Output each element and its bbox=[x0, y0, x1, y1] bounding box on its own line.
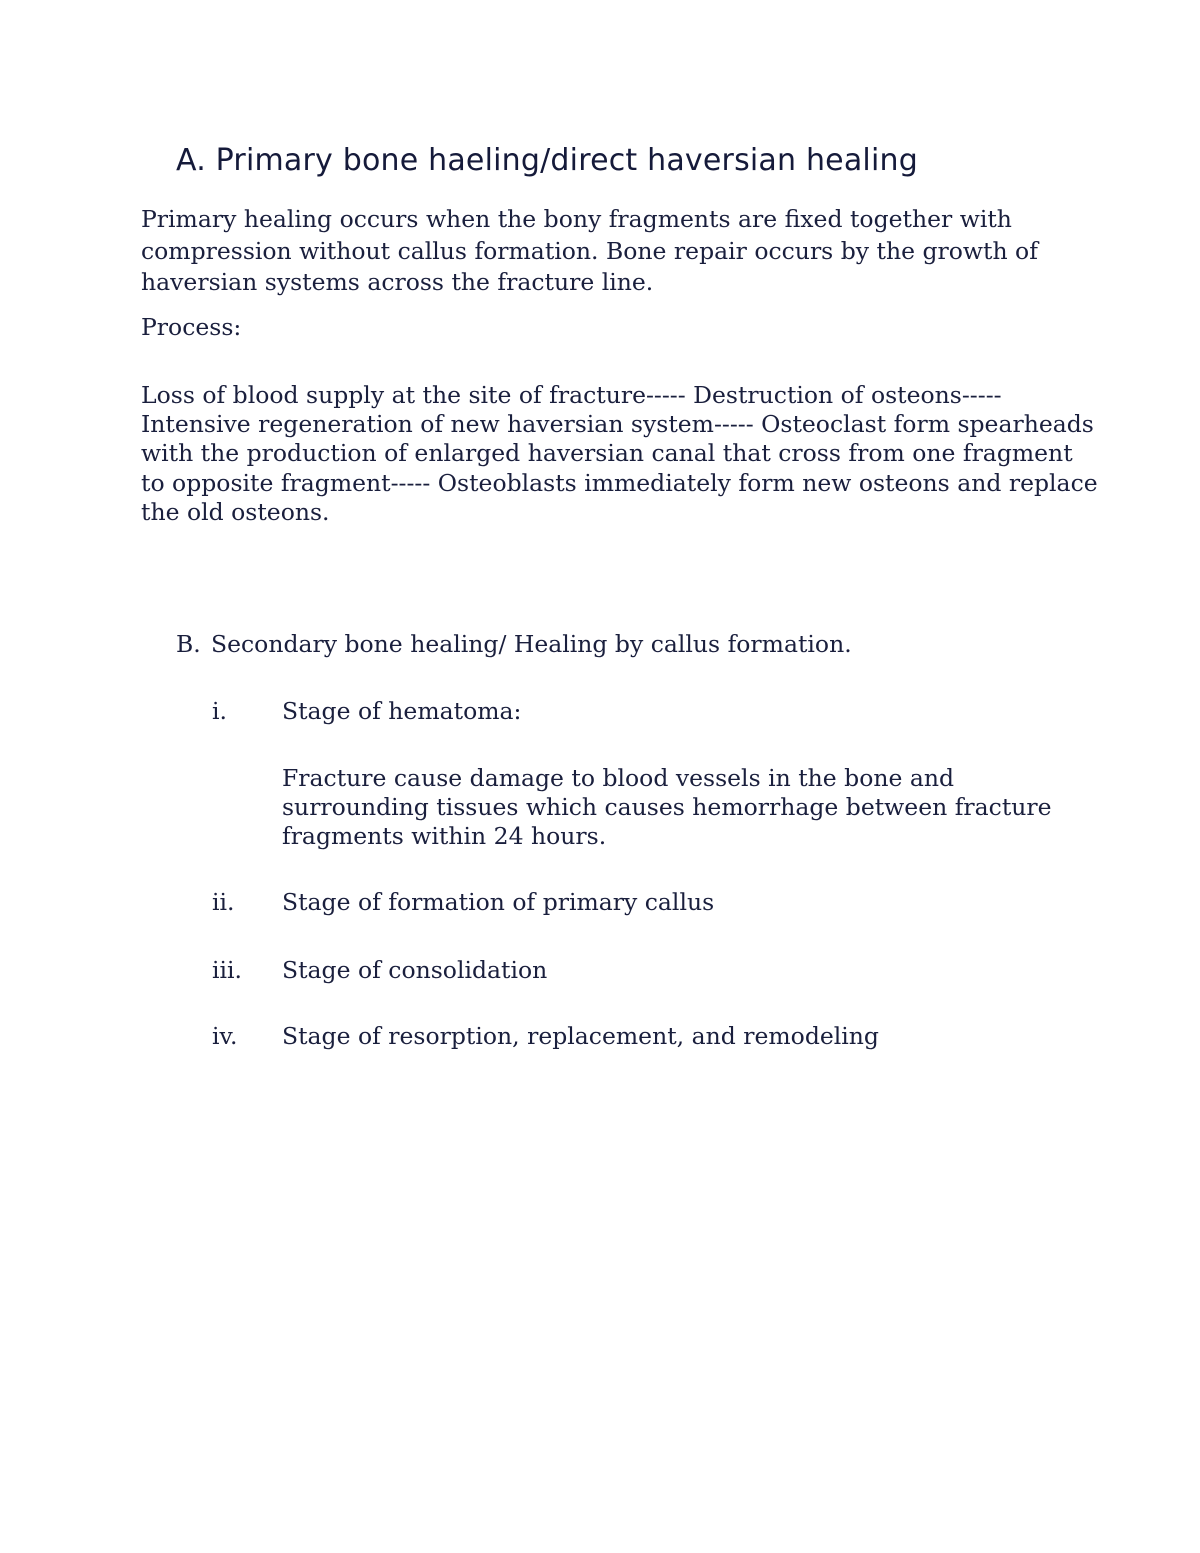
stage-number: ii. bbox=[212, 888, 235, 916]
stage-label: Stage of consolidation bbox=[282, 956, 548, 984]
section-b-marker: B. bbox=[176, 630, 201, 658]
section-a-heading: A. Primary bone haeling/direct haversian healing bbox=[176, 143, 918, 178]
section-a-intro: Primary healing occurs when the bony fragments are fixed together with compression without callus formation. Bone repair occurs by the growth of haversian systems across the fracture line. bbox=[141, 205, 1038, 296]
stage-label: Stage of hematoma: bbox=[282, 697, 522, 725]
stage-label: Stage of resorption, replacement, and remodeling bbox=[282, 1022, 879, 1050]
section-b-heading-text: Secondary bone healing/ Healing by callus formation. bbox=[211, 630, 852, 658]
process-description: Loss of blood supply at the site of fracture----- Destruction of osteons----- Intensive regeneration of new haversian system----- Osteoclast form spearheads with the production of enlarged haversian canal that cross from one fragment to opposite fragment----- Osteoblasts immediately form new osteons and replace the old osteons. bbox=[141, 381, 1098, 526]
process-label: Process: bbox=[141, 313, 242, 341]
stage-hematoma-description: Fracture cause damage to blood vessels in the bone and surrounding tissues which causes hemorrhage between fracture fragments within 24 hours. bbox=[282, 764, 1052, 850]
stage-number: i. bbox=[212, 697, 227, 725]
stage-number: iii. bbox=[212, 956, 243, 984]
stage-label: Stage of formation of primary callus bbox=[282, 888, 715, 916]
stage-number: iv. bbox=[212, 1022, 238, 1050]
section-b-heading bbox=[176, 630, 852, 658]
